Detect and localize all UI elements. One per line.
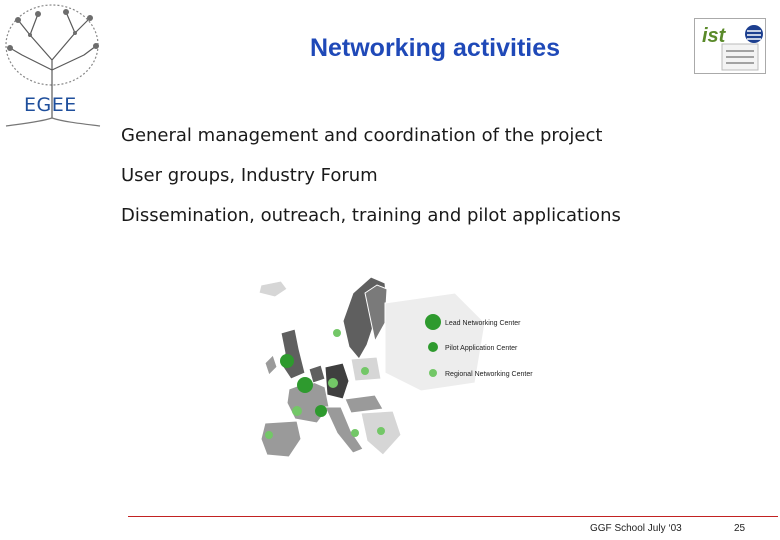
lead-center-icon xyxy=(425,314,441,330)
lead-center-marker xyxy=(280,354,294,368)
regional-center-marker xyxy=(333,329,341,337)
regional-center-marker xyxy=(328,378,338,388)
legend-label: Lead Networking Center xyxy=(445,320,521,327)
europe-map xyxy=(225,263,555,493)
uk xyxy=(281,329,305,379)
footer-event: GGF School July ‘03 xyxy=(590,523,682,534)
iceland xyxy=(259,281,287,297)
footer-divider xyxy=(128,516,778,517)
regional-center-marker xyxy=(377,427,385,435)
egee-logo xyxy=(0,0,105,130)
regional-center-marker xyxy=(265,431,273,439)
ist-logo-text: ist xyxy=(702,25,726,47)
legend-label: Pilot Application Center xyxy=(445,345,518,352)
iberia xyxy=(261,421,301,457)
pilot-center-icon xyxy=(428,342,438,352)
pilot-center-marker xyxy=(315,405,327,417)
central-europe xyxy=(345,395,383,413)
regional-center-icon xyxy=(429,369,437,377)
regional-center-marker xyxy=(361,367,369,375)
bullet-item: General management and coordination of the project xyxy=(121,125,603,146)
regional-center-marker xyxy=(292,406,302,416)
bullet-item: User groups, Industry Forum xyxy=(121,165,378,186)
ist-logo xyxy=(694,18,766,74)
lead-center-marker xyxy=(297,377,313,393)
bullet-item: Dissemination, outreach, training and pilot applications xyxy=(121,205,621,226)
legend-label: Regional Networking Center xyxy=(445,371,533,378)
page-number: 25 xyxy=(734,523,746,534)
regional-center-marker xyxy=(351,429,359,437)
slide-title: Networking activities xyxy=(309,34,561,62)
bullet-list xyxy=(121,123,621,243)
ireland xyxy=(265,355,277,375)
egee-logo-text: EGEE xyxy=(24,94,77,116)
